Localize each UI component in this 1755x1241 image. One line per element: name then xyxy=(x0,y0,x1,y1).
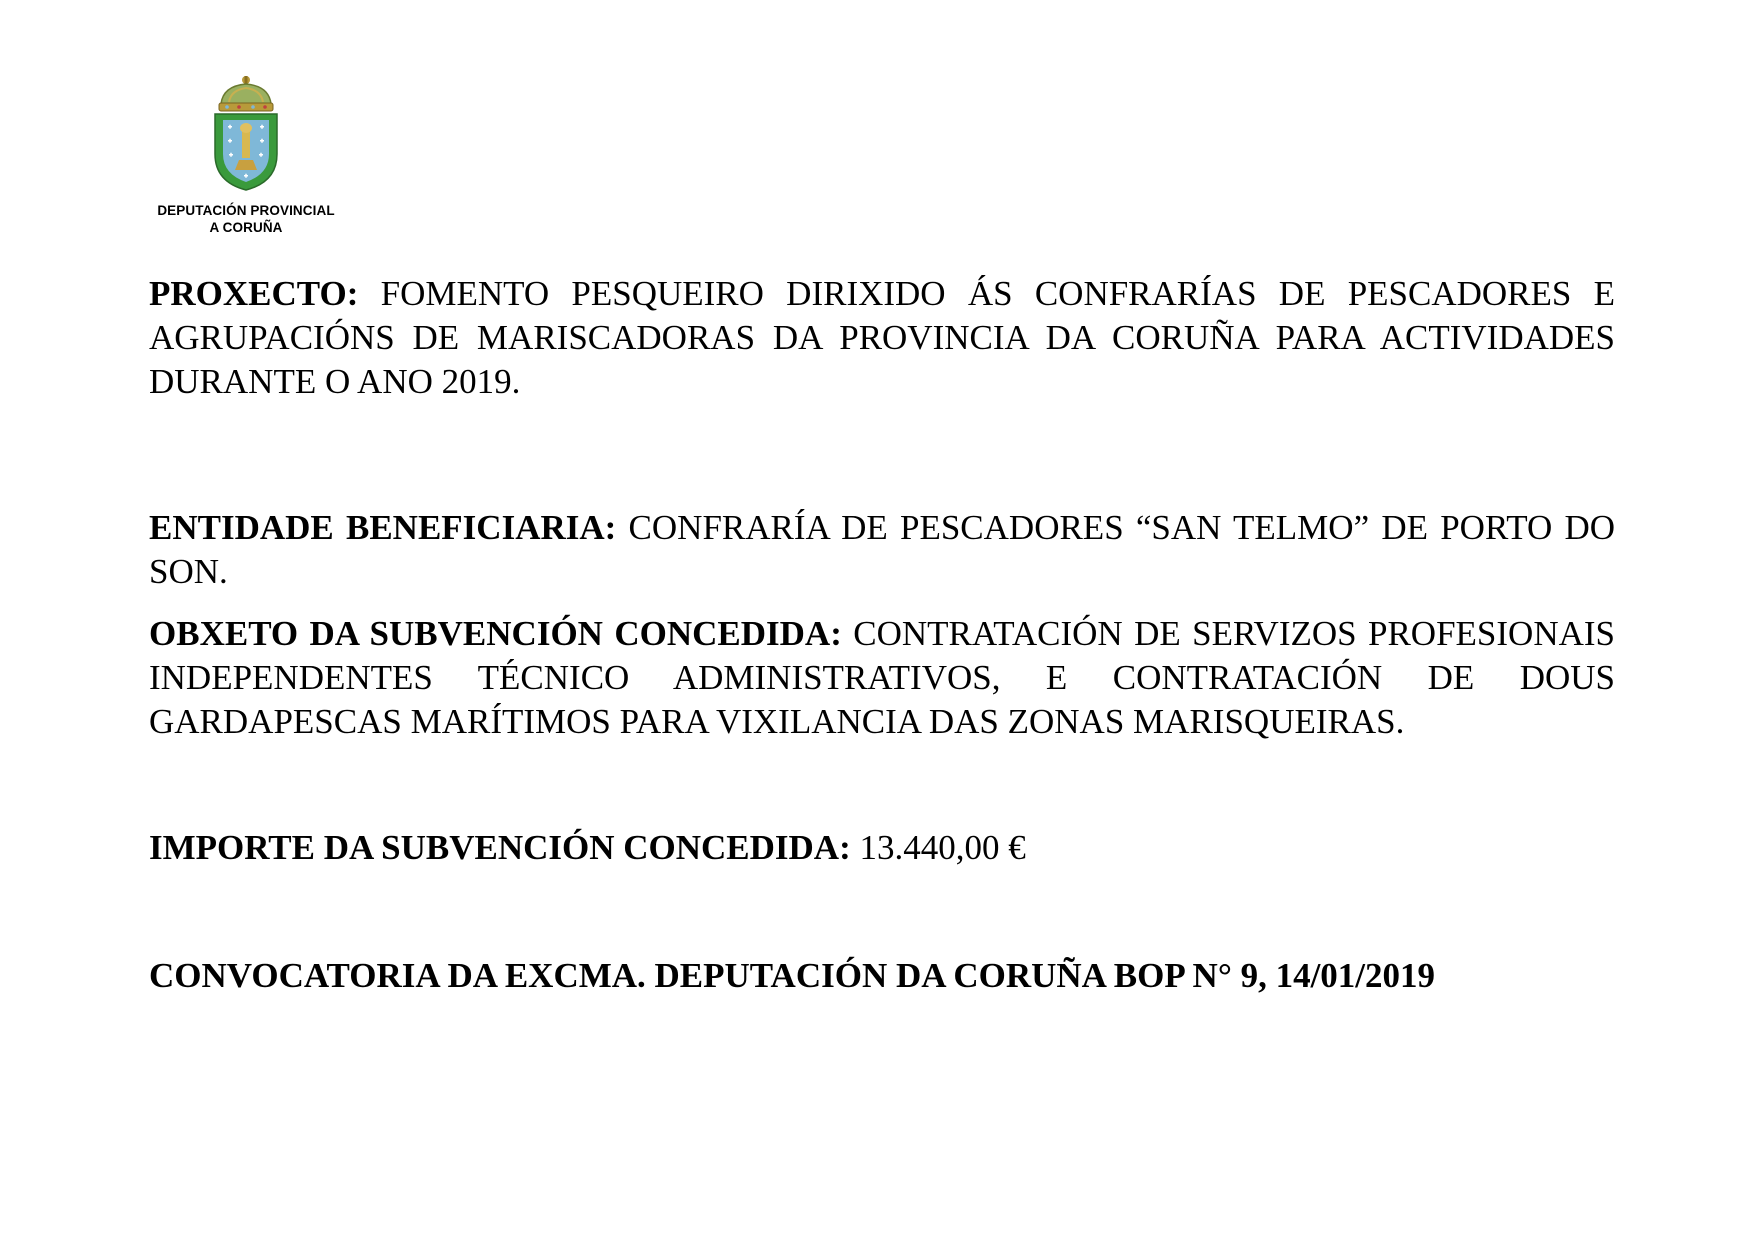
importe-value: 13.440,00 € xyxy=(850,828,1026,867)
importe-label: IMPORTE DA SUBVENCIÓN CONCEDIDA: xyxy=(149,828,851,867)
document-body xyxy=(149,272,1615,998)
entidade-value: CONFRARÍA DE PESCADORES “SAN TELMO” DE PORTO DO SON. xyxy=(149,508,1616,591)
obxeto-value: CONTRATACIÓN DE SERVIZOS PROFESIONAIS INDEPENDENTES TÉCNICO ADMINISTRATIVOS, E CONTRATACIÓN DE DOUS GARDAPESCAS MARÍTIMOS PARA VIXILANCIA DAS ZONAS MARISQUEIRAS. xyxy=(149,614,1615,741)
proxecto-paragraph xyxy=(149,272,1615,404)
organization-name xyxy=(148,202,344,236)
organization-name-line1: DEPUTACIÓN PROVINCIAL xyxy=(157,203,335,218)
entidade-paragraph xyxy=(149,506,1615,594)
obxeto-label: OBXETO DA SUBVENCIÓN CONCEDIDA: xyxy=(149,614,842,653)
organization-name-line2: A CORUÑA xyxy=(209,220,283,235)
proxecto-label: PROXECTO: xyxy=(149,274,359,313)
entidade-label: ENTIDADE BENEFICIARIA: xyxy=(149,508,617,547)
proxecto-value: FOMENTO PESQUEIRO DIRIXIDO ÁS CONFRARÍAS DE PESCADORES E AGRUPACIÓNS DE MARISCADORAS DA PROVINCIA DA CORUÑA PARA ACTIVIDADES DURANTE O ANO 2019. xyxy=(149,274,1615,401)
shield-icon xyxy=(215,114,277,190)
header-logo-block xyxy=(148,74,344,236)
convocatoria-line: CONVOCATORIA DA EXCMA. DEPUTACIÓN DA CORUÑA BOP N° 9, 14/01/2019 xyxy=(149,956,1436,995)
obxeto-paragraph xyxy=(149,612,1615,744)
importe-paragraph xyxy=(149,826,1615,870)
coat-of-arms-icon xyxy=(211,74,281,192)
crown-icon xyxy=(219,76,273,111)
